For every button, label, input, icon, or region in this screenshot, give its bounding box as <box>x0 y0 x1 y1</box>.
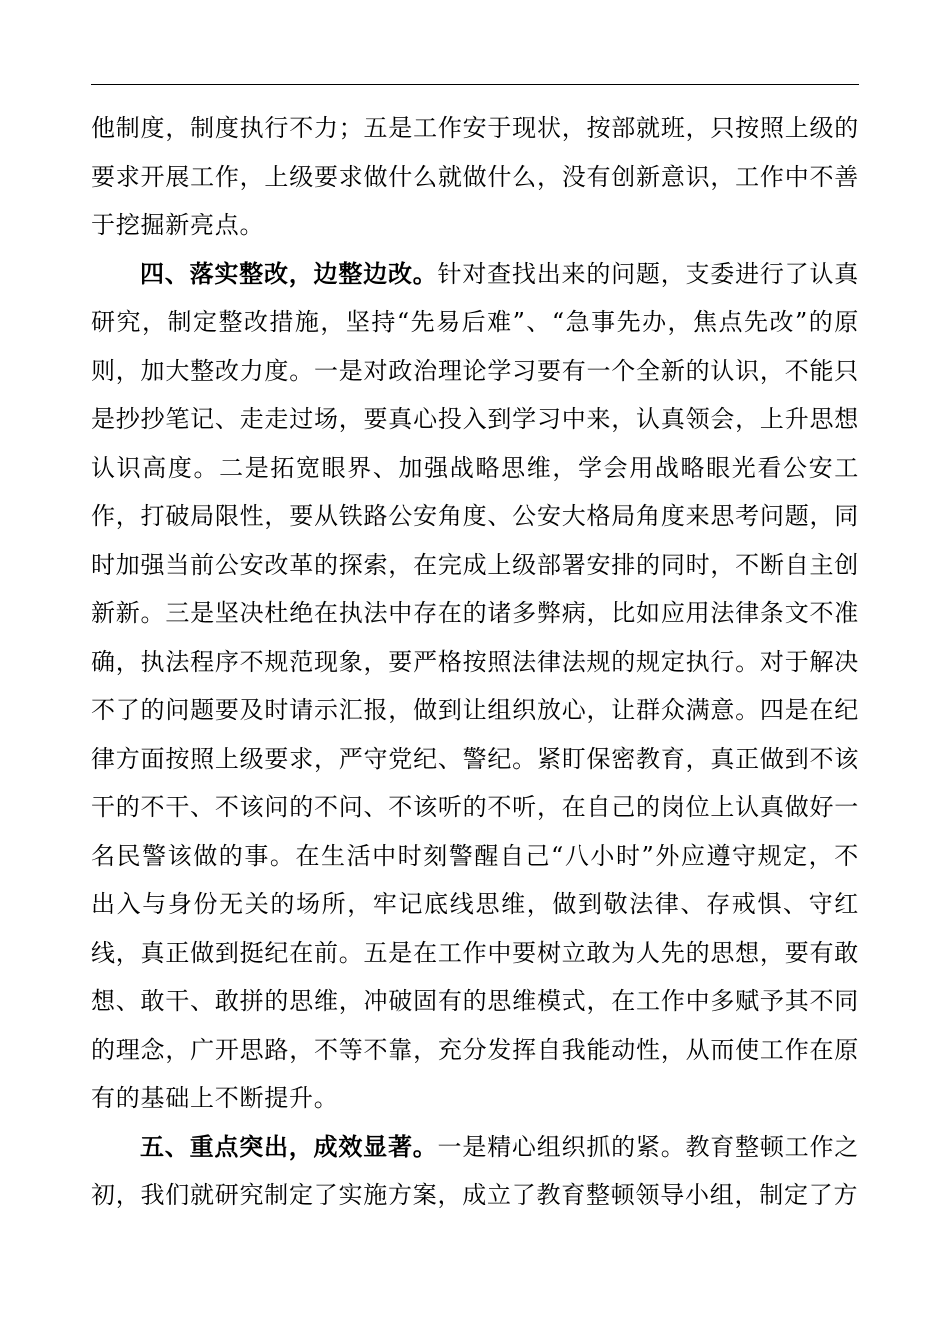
paragraph-section-four <box>91 250 859 1123</box>
paragraph-text: 针对查找出来的问题，支委进行了认真研究，制定整改措施，坚持“先易后难”、“急事先办，焦点先改”的原则，加大整改力度。一是对政治理论学习要有一个全新的认识，不能只是抄抄笔记、走走过场，要真心投入到学习中来，认真领会，上升思想认识高度。二是拓宽眼界、加强战略思维，学会用战略眼光看公安工作，打破局限性，要从铁路公安角度、公安大格局角度来思考问题，同时加强当前公安改革的探索，在完成上级部署安排的同时，不断自主创新新。三是坚决杜绝在执法中存在的诸多弊病，比如应用法律条文不准确，执法程序不规范现象，要严格按照法律法规的规定执行。对于解决不了的问题要及时请示汇报，做到让组织放心，让群众满意。四是在纪律方面按照上级要求，严守党纪、警纪。紧盯保密教育，真正做到不该干的不干、不该问的不问、不该听的不听，在自己的岗位上认真做好一名民警该做的事。在生活中时刻警醒自己“八小时”外应遵守规定，不出入与身份无关的场所，牢记底线思维，做到敬法律、存戒惧、守红线，真正做到挺纪在前。五是在工作中要树立敢为人先的思想，要有敢想、敢干、敢拼的思维，冲破固有的思维模式，在工作中多赋予其不同的理念，广开思路，不等不靠，充分发挥自我能动性，从而使工作在原有的基础上不断提升。 <box>91 259 860 1112</box>
header-rule <box>91 84 859 85</box>
paragraph-continuation <box>91 104 859 250</box>
section-heading: 四、落实整改，边整边改。 <box>140 258 438 288</box>
section-heading: 五、重点突出，成效显著。 <box>140 1131 438 1161</box>
document-body <box>91 104 859 1220</box>
paragraph-text: 他制度，制度执行不力；五是工作安于现状，按部就班，只按照上级的要求开展工作，上级要求做什么就做什么，没有创新意识，工作中不善于挖掘新亮点。 <box>91 114 859 239</box>
paragraph-text: 一是精心组织抓的紧。教育整顿工作之初，我们就研究制定了实施方案，成立了教育整顿领导小组，制定了方 <box>91 1132 860 1209</box>
paragraph-section-five <box>91 1123 859 1220</box>
